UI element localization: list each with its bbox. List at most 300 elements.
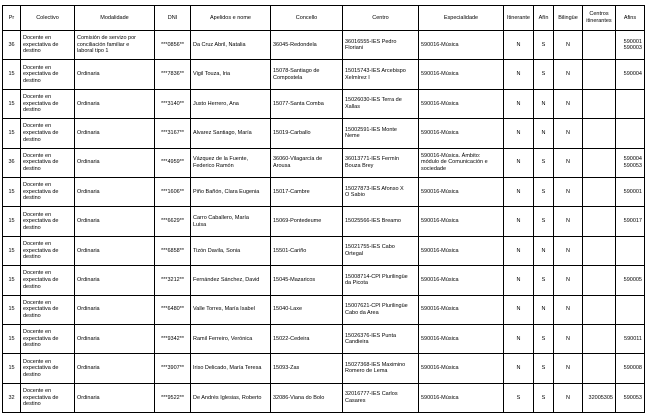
- cell-modalidade: [75, 236, 155, 265]
- cell-centro-line: Romero de Lema: [345, 368, 388, 375]
- cell-colectivo-line: expectativa de: [23, 188, 59, 195]
- cell-modalidade-line: Ordinaria: [77, 247, 100, 254]
- cell-afin: N: [534, 295, 554, 324]
- cell-colectivo: [21, 60, 75, 89]
- cell-especialidade-line: 590016-Música: [421, 100, 459, 107]
- cell-centros-itinerantes: [583, 60, 616, 89]
- cell-bilingue: N: [554, 354, 583, 383]
- cell-dni: ***4959**: [155, 148, 191, 177]
- cell-pr: 15: [3, 295, 21, 324]
- cell-centros-itinerantes: [583, 354, 616, 383]
- cell-colectivo-line: destino: [23, 283, 41, 290]
- cell-afins-line: 590008: [623, 365, 642, 372]
- cell-concello: [271, 119, 343, 148]
- cell-afins: [616, 31, 645, 60]
- cell-colectivo-line: Docente en: [23, 211, 52, 218]
- cell-afins: [616, 207, 645, 236]
- cell-concello: [271, 236, 343, 265]
- cell-especialidade: [419, 89, 504, 118]
- cell-afins: [616, 354, 645, 383]
- cell-afin: N: [534, 89, 554, 118]
- cell-colectivo-line: Docente en: [23, 152, 52, 159]
- cell-centro-line: 15015743-IES Arcebispo: [345, 67, 406, 74]
- cell-dni: ***3140**: [155, 89, 191, 118]
- cell-especialidade: [419, 148, 504, 177]
- cell-modalidade-line: Ordinaria: [77, 71, 100, 78]
- cell-apelidos: [191, 119, 271, 148]
- cell-itinerante: S: [504, 383, 534, 412]
- cell-colectivo-line: Docente en: [23, 182, 52, 189]
- cell-especialidade: [419, 295, 504, 324]
- cell-centro-line: Xelmírez I: [345, 74, 370, 81]
- cell-itinerante: N: [504, 89, 534, 118]
- cell-colectivo: [21, 295, 75, 324]
- page: [2, 5, 642, 413]
- cell-centro: [343, 236, 419, 265]
- cell-modalidade-line: Ordinaria: [77, 218, 100, 225]
- cell-modalidade: [75, 119, 155, 148]
- cell-afins-line: 590053: [623, 162, 642, 169]
- cell-afin: S: [534, 207, 554, 236]
- cell-centro-line: O Sabio: [345, 192, 365, 199]
- table-row: [3, 177, 645, 206]
- cell-modalidade-line: Ordinaria: [77, 159, 100, 166]
- cell-centro-line: 32016777-IES Carlos: [345, 391, 398, 398]
- cell-pr: 15: [3, 266, 21, 295]
- cell-especialidade: [419, 324, 504, 353]
- cell-pr: 15: [3, 89, 21, 118]
- table-row: [3, 60, 645, 89]
- cell-especialidade: [419, 266, 504, 295]
- cell-apelidos-line: Iriso Delicado, María Teresa: [193, 365, 262, 372]
- cell-bilingue: N: [554, 60, 583, 89]
- cell-modalidade: [75, 324, 155, 353]
- header-apelidos: Apelidos e nome: [191, 6, 271, 31]
- cell-itinerante: N: [504, 207, 534, 236]
- cell-afins-line: 590004: [623, 156, 642, 163]
- cell-especialidade-line: 590016-Música: [421, 247, 459, 254]
- cell-centros-itinerantes: [583, 266, 616, 295]
- cell-especialidade-line: sociedade: [421, 166, 447, 173]
- cell-centros-itinerantes: [583, 295, 616, 324]
- cell-afin: N: [534, 119, 554, 148]
- cell-colectivo-line: Docente en: [23, 270, 52, 277]
- cell-colectivo-line: expectativa de: [23, 100, 59, 107]
- cell-centro-line: Floriani: [345, 45, 364, 52]
- cell-afins: [616, 177, 645, 206]
- cell-colectivo-line: Docente en: [23, 358, 52, 365]
- table-row: [3, 148, 645, 177]
- cell-afin: S: [534, 148, 554, 177]
- cell-colectivo-line: expectativa de: [23, 218, 59, 225]
- cell-apelidos: [191, 324, 271, 353]
- cell-dni: ***6480**: [155, 295, 191, 324]
- header-afin: Afín: [534, 6, 554, 31]
- cell-colectivo-line: destino: [23, 195, 41, 202]
- cell-apelidos: [191, 236, 271, 265]
- cell-dni: ***3212**: [155, 266, 191, 295]
- cell-colectivo-line: Docente en: [23, 329, 52, 336]
- cell-centro-line: Casares: [345, 397, 366, 404]
- cell-centros-itinerantes: [583, 148, 616, 177]
- cell-modalidade-line: Ordinaria: [77, 394, 100, 401]
- cell-especialidade: [419, 60, 504, 89]
- cell-bilingue: N: [554, 383, 583, 412]
- cell-especialidade-line: módulo de Comunicación e: [421, 159, 488, 166]
- cell-pr: 15: [3, 354, 21, 383]
- cell-centros-itinerantes-line: 32005305: [588, 394, 613, 401]
- cell-especialidade-line: 590016-Música: [421, 188, 459, 195]
- cell-colectivo-line: Docente en: [23, 387, 52, 394]
- cell-afins-line: 590001: [623, 188, 642, 195]
- cell-colectivo: [21, 383, 75, 412]
- cell-concello: [271, 177, 343, 206]
- cell-itinerante: N: [504, 148, 534, 177]
- cell-afin: N: [534, 236, 554, 265]
- cell-modalidade-line: conciliación familiar e: [77, 41, 130, 48]
- cell-bilingue: N: [554, 177, 583, 206]
- cell-concello: [271, 148, 343, 177]
- cell-centro-line: 36013771-IES Fermín: [345, 156, 400, 163]
- cell-concello-line: 36045-Redondela: [273, 41, 317, 48]
- header-centros-itinerantes: Centros itinerantes: [583, 6, 616, 31]
- header-afins: Afins: [616, 6, 645, 31]
- cell-dni: ***7836**: [155, 60, 191, 89]
- cell-apelidos-line: Tizón Davila, Sonia: [193, 247, 241, 254]
- cell-afin: S: [534, 354, 554, 383]
- cell-colectivo-line: Docente en: [23, 94, 52, 101]
- cell-afin: S: [534, 383, 554, 412]
- cell-especialidade: [419, 177, 504, 206]
- cell-afins-line: 590053: [623, 394, 642, 401]
- cell-centro: [343, 324, 419, 353]
- cell-afins: [616, 60, 645, 89]
- cell-concello-line: 15045-Mazaricos: [273, 277, 316, 284]
- cell-pr: 36: [3, 31, 21, 60]
- cell-afins: [616, 236, 645, 265]
- cell-centro-line: 15026030-IES Terra de: [345, 97, 402, 104]
- cell-centro-line: Cabo da Area: [345, 309, 379, 316]
- cell-concello-line: 15019-Carballo: [273, 130, 311, 137]
- cell-centro: [343, 266, 419, 295]
- cell-concello-line: 32086-Viana do Bolo: [273, 394, 325, 401]
- cell-especialidade-line: 590016-Música. Ámbito:: [421, 152, 481, 159]
- cell-apelidos-line: Federico Ramón: [193, 162, 234, 169]
- cell-itinerante: N: [504, 31, 534, 60]
- cell-colectivo-line: destino: [23, 48, 41, 55]
- cell-centro: [343, 89, 419, 118]
- cell-centros-itinerantes: [583, 119, 616, 148]
- cell-centro-line: 15021755-IES Cabo: [345, 244, 395, 251]
- cell-colectivo-line: destino: [23, 107, 41, 114]
- cell-modalidade: [75, 89, 155, 118]
- cell-apelidos: [191, 148, 271, 177]
- cell-concello-line: 15022-Cedeira: [273, 335, 310, 342]
- cell-apelidos: [191, 207, 271, 236]
- cell-colectivo-line: expectativa de: [23, 335, 59, 342]
- cell-centro-line: 15008714-CPI Plurilingüe: [345, 273, 408, 280]
- cell-concello-line: 15093-Zas: [273, 365, 300, 372]
- cell-centro: [343, 207, 419, 236]
- cell-apelidos-line: De Andrés Iglesias, Roberto: [193, 394, 262, 401]
- cell-apelidos-line: Luisa: [193, 221, 207, 228]
- cell-itinerante: N: [504, 119, 534, 148]
- cell-afins: [616, 119, 645, 148]
- cell-centros-itinerantes: [583, 324, 616, 353]
- cell-concello: [271, 324, 343, 353]
- cell-modalidade-line: Ordinaria: [77, 306, 100, 313]
- cell-itinerante: N: [504, 324, 534, 353]
- cell-especialidade: [419, 207, 504, 236]
- cell-afin: S: [534, 60, 554, 89]
- cell-pr: 32: [3, 383, 21, 412]
- cell-concello-line: 15501-Cariño: [273, 247, 307, 254]
- cell-afins: [616, 324, 645, 353]
- cell-apelidos: [191, 60, 271, 89]
- cell-concello-line: 36060-Vilagarcía de: [273, 156, 323, 163]
- cell-especialidade: [419, 31, 504, 60]
- cell-colectivo: [21, 266, 75, 295]
- cell-colectivo-line: Docente en: [23, 64, 52, 71]
- header-modalidade: Modalidade: [75, 6, 155, 31]
- cell-colectivo: [21, 236, 75, 265]
- cell-apelidos-line: Da Cruz Abril, Natalia: [193, 41, 246, 48]
- cell-apelidos-line: Vázquez de la Fuente,: [193, 156, 249, 163]
- table-row: [3, 383, 645, 412]
- cell-centro-line: Xallas: [345, 103, 360, 110]
- cell-afins-line: 590017: [623, 218, 642, 225]
- cell-concello-line: 15069-Pontedeume: [273, 218, 322, 225]
- cell-pr: 15: [3, 60, 21, 89]
- cell-dni: ***3907**: [155, 354, 191, 383]
- cell-especialidade-line: 590016-Música: [421, 41, 459, 48]
- cell-colectivo-line: destino: [23, 224, 41, 231]
- cell-bilingue: N: [554, 236, 583, 265]
- cell-dni: ***0856**: [155, 31, 191, 60]
- assignments-table: [2, 5, 645, 413]
- cell-itinerante: N: [504, 266, 534, 295]
- cell-apelidos-line: Piño Bañón, Clara Eugenia: [193, 188, 260, 195]
- cell-apelidos-line: Carro Caballero, María: [193, 214, 249, 221]
- table-row: [3, 324, 645, 353]
- cell-centros-itinerantes: [583, 177, 616, 206]
- cell-afin: S: [534, 324, 554, 353]
- cell-afins: [616, 295, 645, 324]
- cell-centro-line: Bouza Brey: [345, 162, 374, 169]
- cell-dni: ***3167**: [155, 119, 191, 148]
- cell-centro-line: 15027873-IES Afonso X: [345, 185, 404, 192]
- cell-centro: [343, 31, 419, 60]
- cell-modalidade-line: laboral tipo 1: [77, 48, 109, 55]
- cell-modalidade: [75, 207, 155, 236]
- cell-modalidade: [75, 177, 155, 206]
- cell-colectivo-line: destino: [23, 342, 41, 349]
- cell-pr: 15: [3, 207, 21, 236]
- cell-especialidade: [419, 383, 504, 412]
- cell-colectivo: [21, 207, 75, 236]
- table-row: [3, 236, 645, 265]
- cell-concello-line: Arousa: [273, 162, 291, 169]
- header-pr: Pr: [3, 6, 21, 31]
- cell-afins-line: 590011: [624, 335, 642, 342]
- cell-colectivo: [21, 354, 75, 383]
- cell-afins-line: 590003: [623, 45, 642, 52]
- cell-itinerante: N: [504, 236, 534, 265]
- header-row: [3, 6, 645, 31]
- cell-apelidos-line: Fernández Sánchez, David: [193, 277, 260, 284]
- cell-colectivo: [21, 119, 75, 148]
- cell-concello: [271, 60, 343, 89]
- cell-colectivo: [21, 31, 75, 60]
- cell-colectivo-line: destino: [23, 136, 41, 143]
- cell-bilingue: N: [554, 324, 583, 353]
- cell-afin: S: [534, 266, 554, 295]
- cell-centro: [343, 354, 419, 383]
- cell-colectivo-line: expectativa de: [23, 159, 59, 166]
- cell-colectivo-line: destino: [23, 401, 41, 408]
- cell-especialidade: [419, 119, 504, 148]
- header-especialidade: Especialidade: [419, 6, 504, 31]
- cell-apelidos: [191, 89, 271, 118]
- cell-dni: ***6858**: [155, 236, 191, 265]
- cell-dni: ***9342**: [155, 324, 191, 353]
- cell-centro-line: da Picota: [345, 280, 368, 287]
- cell-apelidos: [191, 295, 271, 324]
- cell-centro-line: Neme: [345, 133, 360, 140]
- table-row: [3, 266, 645, 295]
- cell-afin: S: [534, 177, 554, 206]
- cell-colectivo: [21, 177, 75, 206]
- cell-apelidos: [191, 177, 271, 206]
- cell-dni: ***9522**: [155, 383, 191, 412]
- cell-colectivo-line: Docente en: [23, 123, 52, 130]
- cell-especialidade-line: 590016-Música: [421, 71, 459, 78]
- cell-colectivo-line: expectativa de: [23, 41, 59, 48]
- cell-dni: ***1606**: [155, 177, 191, 206]
- cell-bilingue: N: [554, 207, 583, 236]
- header-concello: Concello: [271, 6, 343, 31]
- cell-colectivo-line: destino: [23, 254, 41, 261]
- cell-modalidade-line: Ordinaria: [77, 130, 100, 137]
- cell-concello-line: 15017-Cambre: [273, 188, 310, 195]
- cell-especialidade-line: 590016-Música: [421, 130, 459, 137]
- cell-colectivo-line: destino: [23, 166, 41, 173]
- cell-dni: ***6629**: [155, 207, 191, 236]
- cell-centro: [343, 119, 419, 148]
- cell-concello-line: 15077-Santa Comba: [273, 100, 324, 107]
- cell-especialidade: [419, 354, 504, 383]
- cell-centro-line: Ortegal: [345, 250, 364, 257]
- cell-modalidade-line: Comisión de servizo por: [77, 35, 136, 42]
- cell-concello: [271, 383, 343, 412]
- cell-concello-line: 15040-Laxe: [273, 306, 303, 313]
- cell-centro-line: 15007621-CPI Plurilingüe: [345, 303, 408, 310]
- cell-centros-itinerantes: [583, 207, 616, 236]
- cell-colectivo-line: expectativa de: [23, 247, 59, 254]
- cell-modalidade: [75, 148, 155, 177]
- cell-centro-line: 15002591-IES Monte: [345, 126, 397, 133]
- cell-modalidade: [75, 383, 155, 412]
- table-row: [3, 31, 645, 60]
- cell-pr: 15: [3, 324, 21, 353]
- cell-afins: [616, 383, 645, 412]
- cell-especialidade-line: 590016-Música: [421, 277, 459, 284]
- cell-colectivo-line: expectativa de: [23, 130, 59, 137]
- cell-centro-line: 36016555-IES Pedro: [345, 38, 397, 45]
- table-row: [3, 295, 645, 324]
- cell-colectivo-line: Docente en: [23, 299, 52, 306]
- cell-modalidade: [75, 295, 155, 324]
- cell-bilingue: N: [554, 89, 583, 118]
- cell-afins: [616, 148, 645, 177]
- cell-concello: [271, 295, 343, 324]
- cell-centros-itinerantes: [583, 236, 616, 265]
- header-dni: DNI: [155, 6, 191, 31]
- cell-colectivo-line: expectativa de: [23, 365, 59, 372]
- cell-bilingue: N: [554, 266, 583, 295]
- cell-colectivo-line: destino: [23, 371, 41, 378]
- cell-centros-itinerantes: [583, 31, 616, 60]
- table-row: [3, 354, 645, 383]
- table-row: [3, 207, 645, 236]
- cell-especialidade-line: 590016-Música: [421, 335, 459, 342]
- cell-concello: [271, 89, 343, 118]
- cell-modalidade-line: Ordinaria: [77, 100, 100, 107]
- cell-pr: 15: [3, 177, 21, 206]
- cell-centro: [343, 383, 419, 412]
- cell-especialidade-line: 590016-Música: [421, 365, 459, 372]
- cell-modalidade: [75, 354, 155, 383]
- cell-centro-line: 15025566-IES Breamo: [345, 218, 401, 225]
- cell-itinerante: N: [504, 60, 534, 89]
- cell-bilingue: N: [554, 31, 583, 60]
- cell-especialidade-line: 590016-Música: [421, 218, 459, 225]
- cell-colectivo-line: destino: [23, 77, 41, 84]
- cell-apelidos-line: Alvarez Santiago, María: [193, 130, 252, 137]
- cell-colectivo-line: expectativa de: [23, 394, 59, 401]
- cell-concello: [271, 354, 343, 383]
- cell-centros-itinerantes: [583, 383, 616, 412]
- cell-itinerante: N: [504, 295, 534, 324]
- cell-pr: 36: [3, 148, 21, 177]
- cell-modalidade-line: Ordinaria: [77, 335, 100, 342]
- cell-afin: S: [534, 31, 554, 60]
- cell-pr: 15: [3, 236, 21, 265]
- cell-concello: [271, 266, 343, 295]
- cell-bilingue: N: [554, 295, 583, 324]
- cell-modalidade: [75, 31, 155, 60]
- cell-apelidos-line: Vigil Touza, Iria: [193, 71, 231, 78]
- cell-afins-line: 590001: [623, 38, 642, 45]
- cell-centro: [343, 60, 419, 89]
- cell-colectivo: [21, 324, 75, 353]
- cell-centros-itinerantes: [583, 89, 616, 118]
- cell-afins: [616, 266, 645, 295]
- cell-centro: [343, 148, 419, 177]
- cell-modalidade: [75, 60, 155, 89]
- header-colectivo: Colectivo: [21, 6, 75, 31]
- cell-itinerante: N: [504, 177, 534, 206]
- cell-bilingue: N: [554, 119, 583, 148]
- cell-apelidos: [191, 31, 271, 60]
- cell-itinerante: N: [504, 354, 534, 383]
- table-row: [3, 119, 645, 148]
- cell-apelidos: [191, 266, 271, 295]
- cell-centro-line: 15027368-IES Maximino: [345, 361, 406, 368]
- cell-centro: [343, 295, 419, 324]
- cell-afins: [616, 89, 645, 118]
- cell-colectivo-line: expectativa de: [23, 71, 59, 78]
